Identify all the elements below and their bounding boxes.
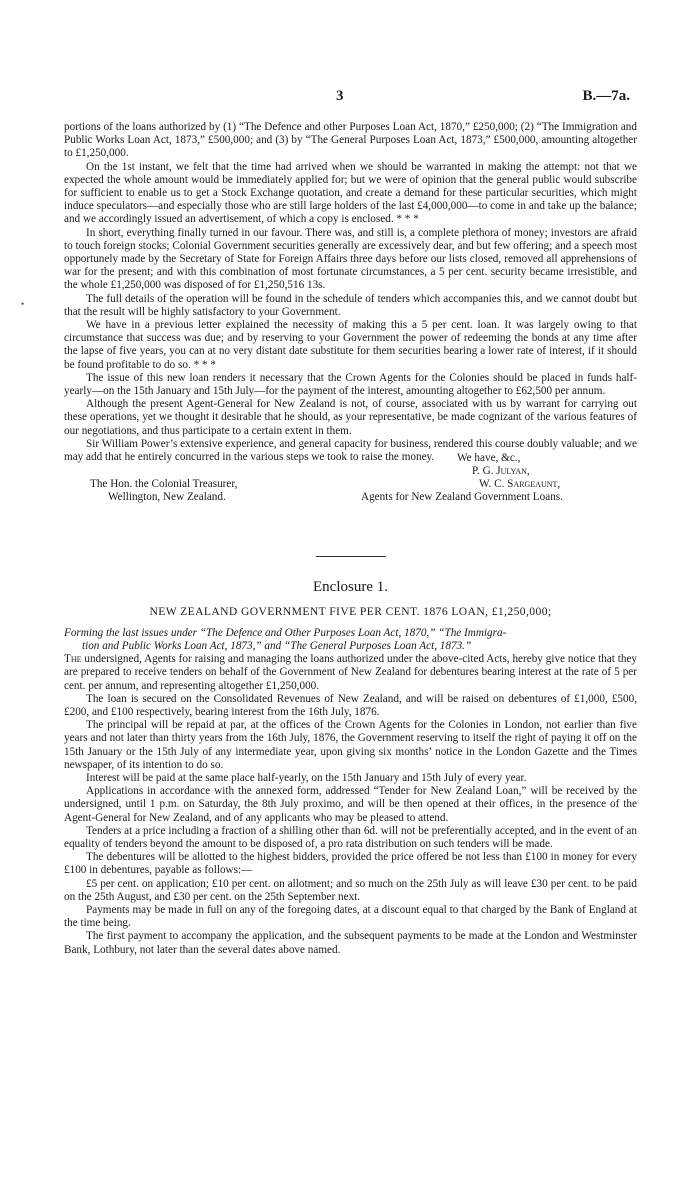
addressee-name: The Hon. the Colonial Treasurer, bbox=[90, 478, 238, 491]
enclosure-heading: Enclosure 1. bbox=[313, 579, 388, 596]
signature-block bbox=[64, 452, 637, 525]
enclosure-paragraph: The principal will be repaid at par, at the offices of the Crown Agents for the Colonies in London, not earlier than five years and not later than thirty years from the 16th July, 1876, the Government reserving to itself the right of paying it off on the 15th January or the 15th July of any intermediate year, upon giving six months’ notice in the London Gazette and the Times newspaper, of its intention to do so. bbox=[64, 719, 637, 771]
enclosure-section bbox=[64, 581, 637, 956]
enclosure-paragraph: The first payment to accompany the application, and the subsequent payments to be made at the London and Westminster Bank, Lothbury, not later than the several dates above named. bbox=[64, 930, 637, 956]
drop-word: The bbox=[64, 653, 82, 666]
signatory-julyan: P. G. Julyan, bbox=[472, 465, 530, 478]
margin-dot: • bbox=[21, 299, 25, 309]
enclosure-first-paragraph bbox=[64, 653, 637, 693]
page-header bbox=[0, 88, 700, 108]
enclosure-paragraph: The debentures will be allotted to the highest bidders, provided the price offered be not less than £100 in money for every £100 in debentures, payable as follows:— bbox=[64, 851, 637, 877]
letter-section bbox=[64, 121, 637, 525]
letter-paragraph: portions of the loans authorized by (1) “The Defence and other Purposes Loan Act, 1870,” £250,000; (2) “The Immigration and Public Works Loan Act, 1873,” £500,000; and (3) by “The General Purposes Loan Act, 1873,” £500,000, amounting altogether to £1,250,000. bbox=[64, 121, 637, 160]
closing-line: We have, &c., bbox=[457, 452, 521, 465]
loan-subtitle-line-1: Forming the last issues under “The Defence and Other Purposes Loan Act, 1870,” “The Immigra- bbox=[64, 626, 507, 639]
signatory-sargeaunt: W. C. Sargeaunt, bbox=[479, 478, 561, 491]
letter-paragraph: Although the present Agent-General for New Zealand is not, of course, associated with us by warrant for carrying out these operations, yet we thought it desirable that he should, as your representative, be made cognizant of the various features of our negotiations, and thus participate to a certain extent in them. bbox=[64, 398, 637, 437]
page-number: 3 bbox=[336, 88, 344, 104]
enclosure-paragraph: Payments may be made in full on any of the foregoing dates, at a discount equal to that charged by the Bank of England at the time being. bbox=[64, 903, 637, 930]
document-body bbox=[64, 121, 637, 957]
loan-title: NEW ZEALAND GOVERNMENT FIVE PER CENT. 1876 LOAN, £1,250,000; bbox=[149, 605, 552, 619]
enclosure-paragraph: The loan is secured on the Consolidated Revenues of New Zealand, and will be raised on debentures of £1,000, £500, £200, and £100 respectively, bearing interest from the 16th July, 1876. bbox=[64, 692, 637, 718]
enclosure-paragraph: Applications in accordance with the annexed form, addressed “Tender for New Zealand Loan,” will be received by the undersigned, until 1 p.m. on Saturday, the 8th July proximo, and will be then opened at their offices, in the presence of the Agent-General for New Zealand, and of any applicants who may be pleased to attend. bbox=[64, 785, 637, 824]
enclosure-paragraph: Tenders at a price including a fraction of a shilling other than 6d. will not be preferentially accepted, and in the event of an equality of tenders beyond the amount to be disposed of, a pro rata distribution on such tenders will be made. bbox=[64, 824, 637, 850]
letter-paragraph: The full details of the operation will be found in the schedule of tenders which accompanies this, and we cannot doubt but that the result will be highly satisfactory to your Government. bbox=[64, 292, 637, 318]
enclosure-paragraph: Interest will be paid at the same place half-yearly, on the 15th January and 15th July of every year. bbox=[86, 771, 527, 784]
letter-paragraph: The issue of this new loan renders it necessary that the Crown Agents for the Colonies should be placed in funds half-yearly—on the 15th January and 15th July—for the payment of the interest, amounting altogether to £62,500 per annum. bbox=[64, 371, 637, 398]
letter-paragraph: On the 1st instant, we felt that the time had arrived when we should be warranted in making the attempt: not that we expected the whole amount would be immediately applied for; but we were of opinion that the general public would subscribe for sufficient to enable us to get a Stock Exchange quotation, and create a demand for these particular securities, which might induce speculators—and especially those who are still large holders of the last £4,000,000—to come in and take up the balance; and we accordingly issued an advertisement, of which a copy is enclosed. * * * bbox=[64, 160, 637, 226]
section-divider bbox=[316, 556, 386, 557]
loan-subtitle bbox=[64, 627, 637, 653]
enclosure-paragraph: £5 per cent. on application; £10 per cent. on allotment; and so much on the 25th July as will leave £30 per cent. to be paid on the 25th August, and £30 per cent. on the 25th September next. bbox=[64, 877, 637, 903]
letter-paragraph: In short, everything finally turned in our favour. There was, and still is, a complete plethora of money; investors are afraid to touch foreign stocks; Colonial Government securities generally are excessively dear, and but few offering; and a speech most opportunely made by the Secretary of State for Foreign Affairs three days before our lists closed, removed all apprehensions of war for the present; and with this combination of most fortunate circumstances, a 5 per cent. security became irresistible, and the whole £1,250,000 was disposed of for £1,250,516 13s. bbox=[64, 226, 637, 292]
document-reference: B.—7a. bbox=[582, 88, 630, 104]
first-paragraph-text: undersigned, Agents for raising and managing the loans authorized under the above-cited Acts, hereby give notice that they are prepared to receive tenders on behalf of the Government of New Zealand for debentures bearing interest at the rate of 5 per cent. per annum, and representing altogether £1,250,000. bbox=[64, 653, 637, 692]
addressee-location: Wellington, New Zealand. bbox=[108, 491, 226, 504]
letter-paragraph: Sir William Power’s extensive experience, and general capacity for business, rendered this course doubly valuable; and we may add that he entirely concurred in the various steps we took to raise the money. bbox=[64, 437, 637, 464]
signatory-title: Agents for New Zealand Government Loans. bbox=[361, 491, 563, 504]
loan-subtitle-line-2: tion and Public Works Loan Act, 1873,” and “The General Purposes Loan Act, 1873.” bbox=[82, 639, 472, 652]
letter-paragraph: We have in a previous letter explained the necessity of making this a 5 per cent. loan. It was largely owing to that circumstance that success was due; and by reserving to your Government the power of redeeming the bonds at any time after the lapse of five years, you can at no very distant date substitute for them securities bearing a lower rate of interest, if it should be found profitable to do so. * * * bbox=[64, 319, 637, 371]
